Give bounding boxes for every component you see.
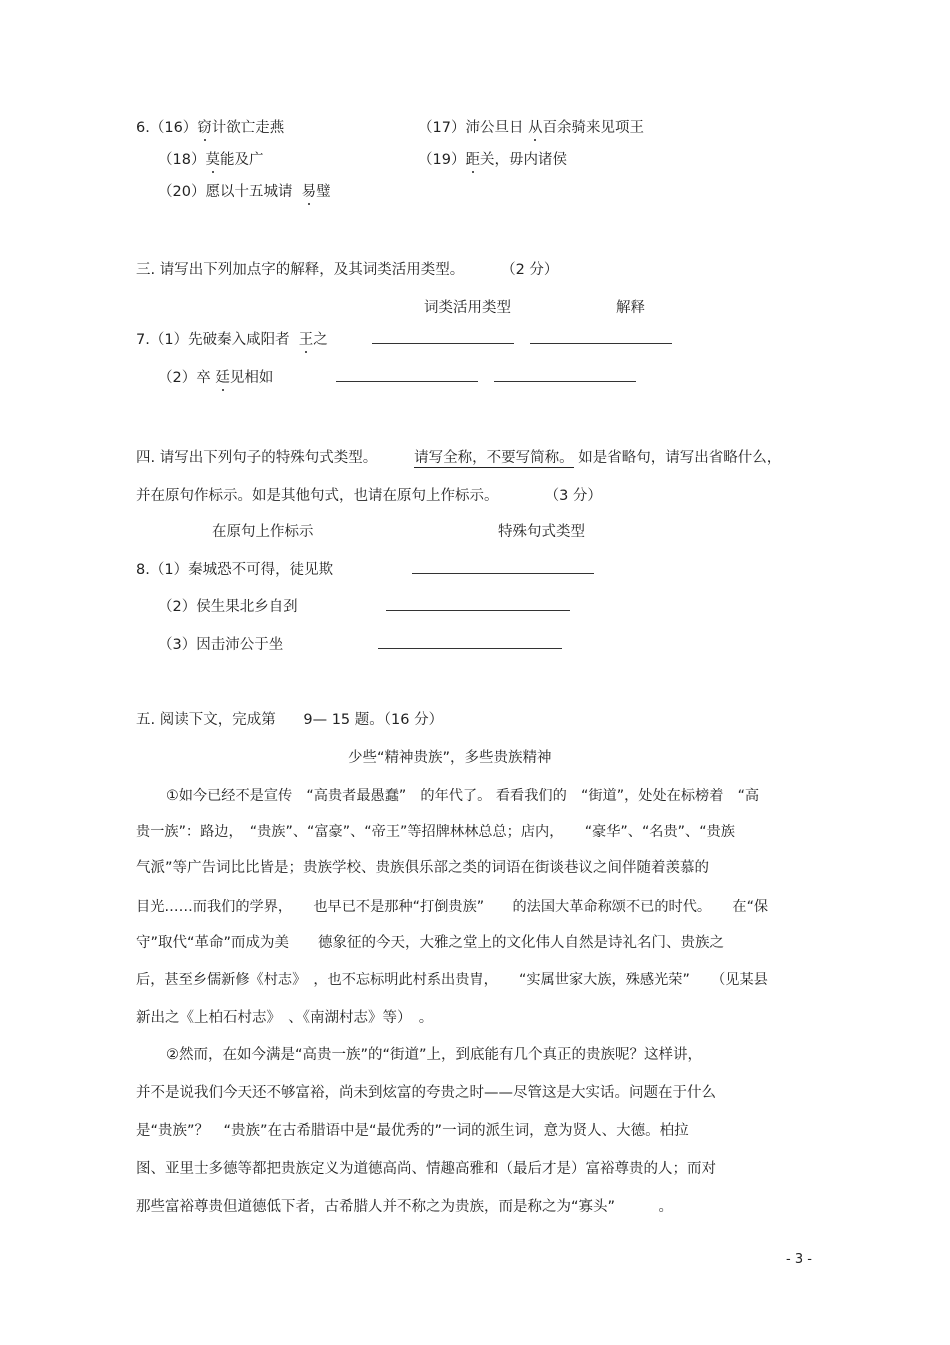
dotted-char: 距 <box>465 152 480 168</box>
answer-blank[interactable] <box>530 331 672 344</box>
column-header-word-class: 词类活用类型 <box>424 300 511 316</box>
page-number: - 3 - <box>786 1252 812 1267</box>
answer-blank[interactable] <box>494 369 636 382</box>
answer-blank[interactable] <box>378 636 562 649</box>
paragraph-2-line: 图、亚里士多德等都把贵族定义为道德高尚、情趣高雅和（最后才是）富裕尊贵的人；而对 <box>136 1161 716 1177</box>
answer-blank[interactable] <box>336 369 478 382</box>
q8-item-3: （3）因击沛公于坐 <box>158 637 284 653</box>
paragraph-2-line: 那些富裕尊贵但道德低下者，古希腊人并不称之为贵族，而是称之为“寡头” 。 <box>136 1199 674 1215</box>
paragraph-2-line: 并不是说我们今天还不够富裕，尚未到炫富的夸贵之时——尽管这是大实话。问题在于什么 <box>136 1085 716 1101</box>
underlined-instruction: 请写全称，不要写简称。 <box>414 450 574 466</box>
column-header-explanation: 解释 <box>616 300 645 316</box>
paragraph-1-line: 气派”等广告词比比皆是；贵族学校、贵族俱乐部之类的词语在街谈巷议之间伴随着羡慕的 <box>136 860 710 876</box>
answer-blank[interactable] <box>372 331 514 344</box>
q6-item-18: （18）莫能及广 <box>158 152 264 168</box>
q7-item-1: 7.（1）先破秦入咸阳者 王之 <box>136 332 328 348</box>
column-header-mark: 在原句上作标示 <box>212 524 314 540</box>
dotted-char: 从 <box>528 120 543 136</box>
section-3-heading: 三. 请写出下列加点字的解释，及其词类活用类型。 （2 分） <box>136 262 559 278</box>
dotted-char: 王 <box>298 332 314 348</box>
section-4-line2: 并在原句作标示。如是其他句式，也请在原句上作标示。 （3 分） <box>136 488 602 504</box>
article-title: 少些“精神贵族”，多些贵族精神 <box>348 750 552 766</box>
paragraph-2-line: ②然而，在如今满是“高贵一族”的“街道”上，到底能有几个真正的贵族呢？这样讲， <box>166 1047 703 1063</box>
q6-item-20: （20）愿以十五城请 易璧 <box>158 184 331 200</box>
q8-item-1: 8.（1）秦城恐不可得，徒见欺 <box>136 562 334 578</box>
q6-item-17: （17）沛公旦日 从百余骑来见项王 <box>418 120 645 136</box>
dotted-char: 窃 <box>197 120 212 136</box>
q7-number: 7. <box>136 332 150 348</box>
paragraph-1-line: 新出之《上柏石村志》 、《南湖村志》等） 。 <box>136 1010 434 1026</box>
score: （3 分） <box>544 488 602 504</box>
paragraph-1-line: 目光……而我们的学界， 也早已不是那种“打倒贵族” 的法国大革命称颂不已的时代。 在“保 <box>136 899 769 915</box>
q8-item-2: （2）侯生果北乡自刭 <box>158 599 298 615</box>
paragraph-1-line: 守”取代“革命”而成为美 德象征的今天，大雅之堂上的文化伟人自然是诗礼名门、贵族之 <box>136 935 725 951</box>
paragraph-1-line: 贵一族”：路边， “贵族”、“富豪”、“帝王”等招牌林林总总；店内， “豪华”、“名贵”、“贵族 <box>136 824 735 840</box>
q8-number: 8. <box>136 562 150 578</box>
section-4-heading: 四. 请写出下列句子的特殊句式类型。 请写全称，不要写简称。 如是省略句，请写出省略什么， <box>136 450 782 466</box>
answer-blank[interactable] <box>412 561 594 574</box>
dotted-char: 易 <box>301 184 317 200</box>
paragraph-1-line: ①如今已经不是宣传 “高贵者最愚蠢” 的年代了。 看看我们的 “街道”，处处在标榜着 “高 <box>166 788 760 804</box>
q6-number: 6. <box>136 120 150 136</box>
column-header-sentence-type: 特殊句式类型 <box>498 524 585 540</box>
dotted-char: 莫 <box>205 152 220 168</box>
dotted-char: 廷 <box>215 370 230 386</box>
q7-item-2: （2）卒 廷见相如 <box>158 370 274 386</box>
q6-item-16: 6.（16）窃计欲亡走燕 <box>136 120 285 136</box>
section-5-heading: 五. 阅读下文，完成第 9— 15 题。（16 分） <box>136 712 444 728</box>
paragraph-1-line: 后，甚至乡儒新修《村志》 ，也不忘标明此村系出贵胄， “实属世家大族，殊感光荣” （见某县 <box>136 972 768 988</box>
answer-blank[interactable] <box>386 598 570 611</box>
paragraph-2-line: 是“贵族”？ “贵族”在古希腊语中是“最优秀的”一词的派生词，意为贤人、大德。柏拉 <box>136 1123 689 1139</box>
score: （2 分） <box>501 262 559 278</box>
q6-item-19: （19）距关，毋内诸侯 <box>418 152 567 168</box>
